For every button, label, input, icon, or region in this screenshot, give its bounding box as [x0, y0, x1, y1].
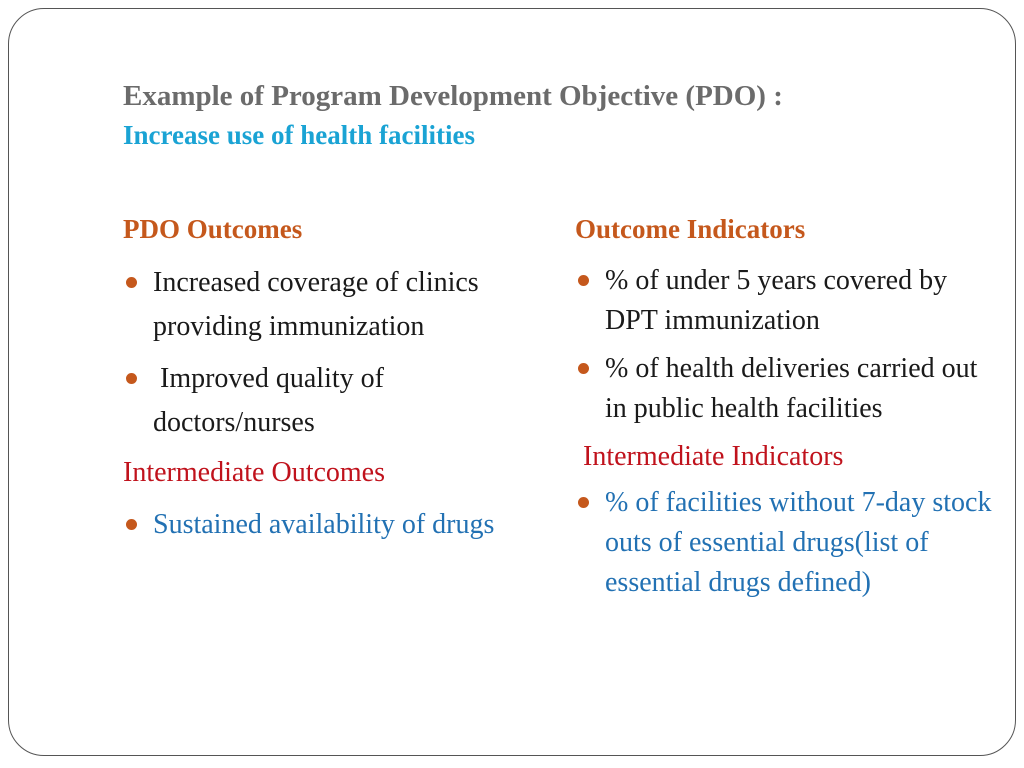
slide-frame: [8, 8, 1016, 756]
slide-title: Example of Program Development Objective (PDO) :: [123, 80, 783, 112]
title-block: [123, 77, 983, 155]
right-column: [575, 209, 995, 611]
pdo-outcomes-list: [123, 261, 523, 445]
pdo-outcomes-heading: PDO Outcomes: [123, 214, 303, 244]
list-item-text: Sustained availability of drugs: [153, 509, 495, 540]
outcome-indicators-heading: Outcome Indicators: [575, 214, 806, 244]
list-item-text: % of health deliveries carried out in public health facilities: [605, 353, 978, 424]
list-item-text: % of facilities without 7-day stock outs of essential drugs(list of essential drugs defined): [605, 487, 992, 598]
intermediate-indicators-heading: Intermediate Indicators: [583, 441, 844, 472]
bullet-icon: [126, 519, 137, 530]
list-item: [575, 349, 995, 429]
left-column: [123, 209, 523, 555]
bullet-icon: [578, 363, 589, 374]
list-item: [123, 261, 523, 349]
list-item-text: Improved quality of doctors/nurses: [153, 363, 391, 438]
intermediate-outcomes-heading: Intermediate Outcomes: [123, 457, 386, 488]
list-item: [123, 503, 523, 547]
bullet-icon: [578, 275, 589, 286]
bullet-icon: [126, 277, 137, 288]
list-item: [575, 483, 995, 603]
outcome-indicators-list: [575, 261, 995, 429]
bullet-icon: [126, 373, 137, 384]
intermediate-outcomes-list: [123, 503, 523, 547]
bullet-icon: [578, 497, 589, 508]
slide-subtitle: Increase use of health facilities: [123, 120, 475, 150]
intermediate-indicators-list: [575, 483, 995, 603]
list-item: [575, 261, 995, 341]
list-item-text: Increased coverage of clinics providing immunization: [153, 267, 479, 342]
list-item-text: % of under 5 years covered by DPT immunization: [605, 265, 948, 336]
list-item: [123, 357, 523, 445]
